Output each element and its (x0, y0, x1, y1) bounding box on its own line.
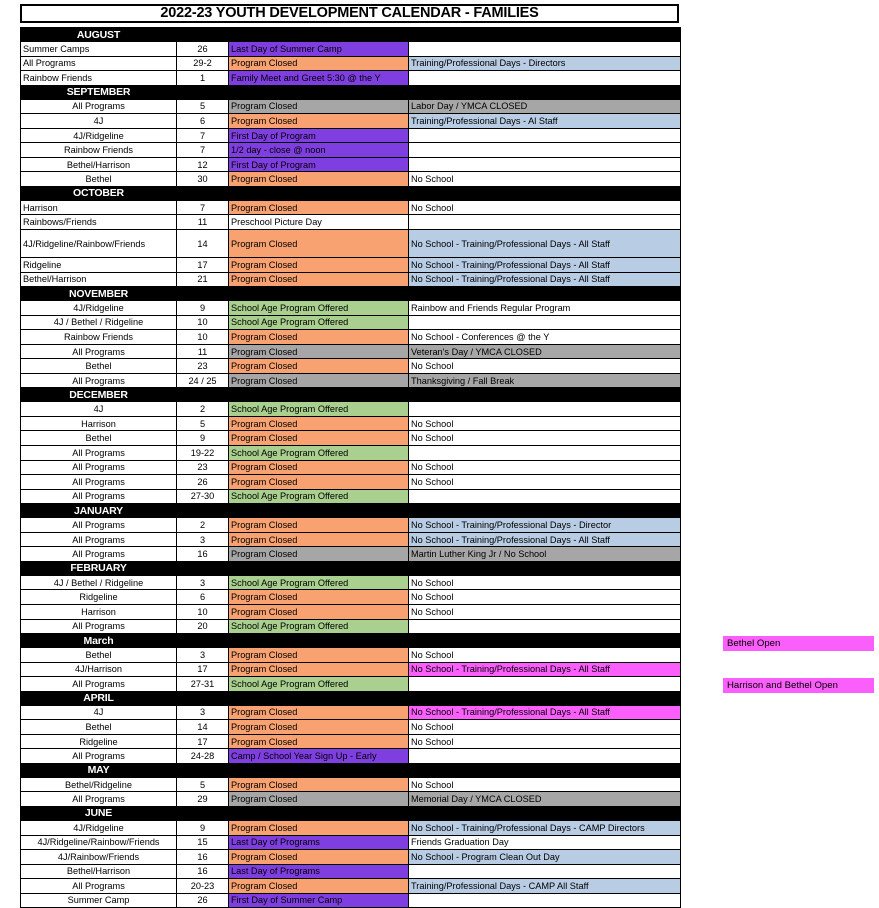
month-header-fill (177, 388, 681, 402)
date-cell: 9 (177, 820, 229, 835)
activity-cell: School Age Program Offered (229, 619, 409, 634)
program-name-cell: All Programs (21, 518, 177, 533)
note-cell: No School (409, 734, 681, 749)
program-name-cell: 4J / Bethel / Ridgeline (21, 575, 177, 590)
calendar-table (20, 27, 681, 908)
activity-cell: Preschool Picture Day (229, 215, 409, 230)
note-cell: No School (409, 200, 681, 215)
month-name: APRIL (21, 691, 177, 705)
note-cell: Friends Graduation Day (409, 835, 681, 850)
calendar-row (21, 431, 681, 446)
month-header-row (21, 763, 681, 777)
program-name-cell: All Programs (21, 373, 177, 388)
program-name-cell: 4J/Rainbow/Friends (21, 850, 177, 865)
activity-cell: Program Closed (229, 662, 409, 677)
date-cell: 9 (177, 431, 229, 446)
date-cell: 23 (177, 460, 229, 475)
activity-cell: School Age Program Offered (229, 446, 409, 461)
note-cell: No School (409, 604, 681, 619)
program-name-cell: Harrison (21, 416, 177, 431)
activity-cell: First Day of Summer Camp (229, 893, 409, 908)
activity-cell: Program Closed (229, 777, 409, 792)
program-name-cell: All Programs (21, 446, 177, 461)
activity-cell: Program Closed (229, 518, 409, 533)
note-cell: No School (409, 475, 681, 490)
date-cell: 1 (177, 71, 229, 86)
month-header-row (21, 634, 681, 648)
program-name-cell: Ridgeline (21, 734, 177, 749)
program-name-cell: All Programs (21, 749, 177, 764)
activity-cell: School Age Program Offered (229, 315, 409, 330)
date-cell: 10 (177, 604, 229, 619)
activity-cell: Program Closed (229, 532, 409, 547)
calendar-row (21, 143, 681, 158)
date-cell: 7 (177, 128, 229, 143)
date-cell: 26 (177, 42, 229, 57)
note-cell (409, 42, 681, 57)
calendar-row (21, 590, 681, 605)
program-name-cell: All Programs (21, 56, 177, 71)
calendar-row (21, 648, 681, 663)
calendar-row (21, 604, 681, 619)
program-name-cell: All Programs (21, 99, 177, 114)
calendar-row (21, 547, 681, 562)
program-name-cell: Bethel/Ridgeline (21, 777, 177, 792)
note-cell (409, 446, 681, 461)
calendar-row (21, 720, 681, 735)
date-cell: 16 (177, 547, 229, 562)
activity-cell: Program Closed (229, 56, 409, 71)
note-cell: No School (409, 460, 681, 475)
calendar-row (21, 879, 681, 894)
activity-cell: Program Closed (229, 604, 409, 619)
program-name-cell: Bethel/Harrison (21, 272, 177, 287)
calendar-row (21, 215, 681, 230)
note-cell: No School - Training/Professional Days - All Staff (409, 230, 681, 258)
note-cell (409, 619, 681, 634)
activity-cell: Program Closed (229, 344, 409, 359)
note-cell: No School - Program Clean Out Day (409, 850, 681, 865)
calendar-row (21, 619, 681, 634)
note-cell: Thanksgiving / Fall Break (409, 373, 681, 388)
calendar-row (21, 301, 681, 316)
activity-cell: School Age Program Offered (229, 301, 409, 316)
note-cell (409, 143, 681, 158)
activity-cell: 1/2 day - close @ noon (229, 143, 409, 158)
note-cell (409, 157, 681, 172)
activity-cell: Program Closed (229, 590, 409, 605)
program-name-cell: 4J (21, 705, 177, 720)
program-name-cell: 4J/Ridgeline (21, 301, 177, 316)
program-name-cell: Summer Camp (21, 893, 177, 908)
legend-bethel-open (723, 636, 874, 651)
month-header-fill (177, 28, 681, 42)
activity-cell: Program Closed (229, 359, 409, 374)
month-header-row (21, 287, 681, 301)
date-cell: 20-23 (177, 879, 229, 894)
note-cell: Training/Professional Days - CAMP All Staff (409, 879, 681, 894)
legend-harrison-bethel-open (723, 678, 874, 693)
program-name-cell: Bethel (21, 648, 177, 663)
activity-cell: Family Meet and Greet 5:30 @ the Y (229, 71, 409, 86)
note-cell: No School (409, 359, 681, 374)
date-cell: 24-28 (177, 749, 229, 764)
calendar-row (21, 705, 681, 720)
month-header-row (21, 561, 681, 575)
date-cell: 17 (177, 734, 229, 749)
note-cell (409, 315, 681, 330)
program-name-cell: Bethel/Harrison (21, 864, 177, 879)
calendar-row (21, 157, 681, 172)
date-cell: 30 (177, 172, 229, 187)
page-title (20, 4, 679, 23)
note-cell: No School (409, 777, 681, 792)
program-name-cell: Rainbows/Friends (21, 215, 177, 230)
calendar-row (21, 71, 681, 86)
activity-cell: Last Day of Programs (229, 864, 409, 879)
calendar-row (21, 460, 681, 475)
date-cell: 27-31 (177, 677, 229, 692)
date-cell: 14 (177, 720, 229, 735)
legend-bethel-open-label: Bethel Open (727, 638, 781, 649)
month-name: NOVEMBER (21, 287, 177, 301)
month-name: March (21, 634, 177, 648)
calendar-row (21, 777, 681, 792)
date-cell: 17 (177, 258, 229, 273)
activity-cell: School Age Program Offered (229, 575, 409, 590)
date-cell: 7 (177, 200, 229, 215)
calendar-row (21, 416, 681, 431)
note-cell: No School (409, 720, 681, 735)
program-name-cell: Ridgeline (21, 258, 177, 273)
calendar-row (21, 258, 681, 273)
calendar-row (21, 518, 681, 533)
date-cell: 27-30 (177, 489, 229, 504)
activity-cell: Program Closed (229, 879, 409, 894)
month-name: MAY (21, 763, 177, 777)
calendar-row (21, 402, 681, 417)
note-cell (409, 677, 681, 692)
date-cell: 10 (177, 330, 229, 345)
activity-cell: Program Closed (229, 114, 409, 129)
program-name-cell: Bethel/Harrison (21, 157, 177, 172)
month-header-row (21, 388, 681, 402)
date-cell: 11 (177, 215, 229, 230)
month-name: AUGUST (21, 28, 177, 42)
activity-cell: Program Closed (229, 172, 409, 187)
activity-cell: Program Closed (229, 720, 409, 735)
note-cell: No School - Conferences @ the Y (409, 330, 681, 345)
activity-cell: Program Closed (229, 475, 409, 490)
program-name-cell: All Programs (21, 460, 177, 475)
calendar-row (21, 677, 681, 692)
date-cell: 15 (177, 835, 229, 850)
program-name-cell: 4J (21, 402, 177, 417)
month-header-fill (177, 85, 681, 99)
activity-cell: Program Closed (229, 373, 409, 388)
calendar-row (21, 99, 681, 114)
activity-cell: Program Closed (229, 258, 409, 273)
calendar-row (21, 114, 681, 129)
note-cell: Labor Day / YMCA CLOSED (409, 99, 681, 114)
note-cell (409, 749, 681, 764)
date-cell: 2 (177, 518, 229, 533)
month-header-row (21, 186, 681, 200)
program-name-cell: Rainbow Friends (21, 143, 177, 158)
month-header-fill (177, 504, 681, 518)
date-cell: 29 (177, 792, 229, 807)
activity-cell: First Day of Program (229, 157, 409, 172)
activity-cell: Program Closed (229, 705, 409, 720)
note-cell: No School - Training/Professional Days - All Staff (409, 705, 681, 720)
date-cell: 6 (177, 590, 229, 605)
activity-cell: School Age Program Offered (229, 402, 409, 417)
program-name-cell: Harrison (21, 604, 177, 619)
date-cell: 16 (177, 850, 229, 865)
program-name-cell: Bethel (21, 172, 177, 187)
calendar-row (21, 850, 681, 865)
legend-harrison-bethel-open-label: Harrison and Bethel Open (727, 680, 838, 691)
date-cell: 23 (177, 359, 229, 374)
calendar-row (21, 373, 681, 388)
calendar-row (21, 315, 681, 330)
note-cell (409, 402, 681, 417)
month-header-row (21, 85, 681, 99)
activity-cell: Program Closed (229, 272, 409, 287)
calendar-row (21, 230, 681, 258)
calendar-row (21, 200, 681, 215)
note-cell: Rainbow and Friends Regular Program (409, 301, 681, 316)
note-cell: No School (409, 431, 681, 446)
note-cell: No School (409, 416, 681, 431)
calendar-row (21, 359, 681, 374)
activity-cell: Program Closed (229, 792, 409, 807)
note-cell: No School - Training/Professional Days - Director (409, 518, 681, 533)
note-cell: Training/Professional Days - Directors (409, 56, 681, 71)
date-cell: 10 (177, 315, 229, 330)
program-name-cell: 4J/Ridgeline/Rainbow/Friends (21, 230, 177, 258)
note-cell: Memorial Day / YMCA CLOSED (409, 792, 681, 807)
date-cell: 3 (177, 648, 229, 663)
date-cell: 26 (177, 475, 229, 490)
program-name-cell: 4J (21, 114, 177, 129)
note-cell (409, 893, 681, 908)
note-cell: No School - Training/Professional Days - All Staff (409, 662, 681, 677)
date-cell: 5 (177, 416, 229, 431)
month-header-fill (177, 806, 681, 820)
program-name-cell: Rainbow Friends (21, 71, 177, 86)
month-name: DECEMBER (21, 388, 177, 402)
date-cell: 7 (177, 143, 229, 158)
activity-cell: Program Closed (229, 230, 409, 258)
date-cell: 6 (177, 114, 229, 129)
activity-cell: First Day of Program (229, 128, 409, 143)
program-name-cell: Bethel (21, 359, 177, 374)
date-cell: 12 (177, 157, 229, 172)
calendar-row (21, 344, 681, 359)
program-name-cell: All Programs (21, 475, 177, 490)
month-name: OCTOBER (21, 186, 177, 200)
month-header-row (21, 28, 681, 42)
activity-cell: Program Closed (229, 850, 409, 865)
date-cell: 14 (177, 230, 229, 258)
date-cell: 17 (177, 662, 229, 677)
month-name: SEPTEMBER (21, 85, 177, 99)
calendar-row (21, 489, 681, 504)
program-name-cell: Harrison (21, 200, 177, 215)
note-cell: Training/Professional Days - Al Staff (409, 114, 681, 129)
month-name: FEBRUARY (21, 561, 177, 575)
calendar-row (21, 42, 681, 57)
program-name-cell: All Programs (21, 792, 177, 807)
date-cell: 3 (177, 575, 229, 590)
month-header-fill (177, 763, 681, 777)
note-cell (409, 128, 681, 143)
activity-cell: Program Closed (229, 820, 409, 835)
activity-cell: Last Day of Programs (229, 835, 409, 850)
program-name-cell: 4J / Bethel / Ridgeline (21, 315, 177, 330)
date-cell: 24 / 25 (177, 373, 229, 388)
note-cell: Martin Luther King Jr / No School (409, 547, 681, 562)
calendar-row (21, 835, 681, 850)
activity-cell: School Age Program Offered (229, 677, 409, 692)
date-cell: 16 (177, 864, 229, 879)
date-cell: 3 (177, 532, 229, 547)
calendar-row (21, 734, 681, 749)
date-cell: 9 (177, 301, 229, 316)
calendar-row (21, 475, 681, 490)
calendar-row (21, 662, 681, 677)
date-cell: 21 (177, 272, 229, 287)
month-header-row (21, 806, 681, 820)
program-name-cell: All Programs (21, 532, 177, 547)
calendar-row (21, 864, 681, 879)
date-cell: 29-2 (177, 56, 229, 71)
activity-cell: Program Closed (229, 99, 409, 114)
activity-cell: School Age Program Offered (229, 489, 409, 504)
program-name-cell: 4J/Ridgeline (21, 128, 177, 143)
activity-cell: Program Closed (229, 734, 409, 749)
calendar-row (21, 128, 681, 143)
date-cell: 2 (177, 402, 229, 417)
month-header-fill (177, 287, 681, 301)
calendar-row (21, 330, 681, 345)
calendar-row (21, 575, 681, 590)
program-name-cell: Bethel (21, 720, 177, 735)
month-header-row (21, 691, 681, 705)
note-cell: No School (409, 172, 681, 187)
program-name-cell: All Programs (21, 677, 177, 692)
note-cell (409, 71, 681, 86)
note-cell: No School - Training/Professional Days - All Staff (409, 272, 681, 287)
month-name: JUNE (21, 806, 177, 820)
month-header-fill (177, 634, 681, 648)
calendar-row (21, 820, 681, 835)
calendar-row (21, 172, 681, 187)
page-title-text: 2022-23 YOUTH DEVELOPMENT CALENDAR - FAMILIES (160, 5, 539, 22)
note-cell: Veteran's Day / YMCA CLOSED (409, 344, 681, 359)
note-cell: No School (409, 575, 681, 590)
calendar-row (21, 749, 681, 764)
note-cell (409, 215, 681, 230)
activity-cell: Program Closed (229, 416, 409, 431)
calendar-row (21, 56, 681, 71)
date-cell: 26 (177, 893, 229, 908)
program-name-cell: All Programs (21, 489, 177, 504)
month-header-row (21, 504, 681, 518)
note-cell: No School - Training/Professional Days - All Staff (409, 532, 681, 547)
calendar-row (21, 893, 681, 908)
month-header-fill (177, 691, 681, 705)
program-name-cell: All Programs (21, 619, 177, 634)
note-cell: No School - Training/Professional Days - CAMP Directors (409, 820, 681, 835)
calendar-row (21, 792, 681, 807)
month-name: JANUARY (21, 504, 177, 518)
note-cell (409, 864, 681, 879)
note-cell: No School (409, 590, 681, 605)
activity-cell: Program Closed (229, 431, 409, 446)
activity-cell: Last Day of Summer Camp (229, 42, 409, 57)
note-cell: No School - Training/Professional Days - All Staff (409, 258, 681, 273)
note-cell: No School (409, 648, 681, 663)
month-header-fill (177, 186, 681, 200)
note-cell (409, 489, 681, 504)
program-name-cell: All Programs (21, 879, 177, 894)
activity-cell: Program Closed (229, 330, 409, 345)
activity-cell: Program Closed (229, 200, 409, 215)
activity-cell: Program Closed (229, 547, 409, 562)
date-cell: 3 (177, 705, 229, 720)
date-cell: 5 (177, 777, 229, 792)
activity-cell: Program Closed (229, 460, 409, 475)
calendar-row (21, 446, 681, 461)
date-cell: 5 (177, 99, 229, 114)
calendar-row (21, 532, 681, 547)
program-name-cell: Ridgeline (21, 590, 177, 605)
month-header-fill (177, 561, 681, 575)
activity-cell: Program Closed (229, 648, 409, 663)
program-name-cell: 4J/Ridgeline (21, 820, 177, 835)
program-name-cell: All Programs (21, 344, 177, 359)
activity-cell: Camp / School Year Sign Up - Early (229, 749, 409, 764)
program-name-cell: Rainbow Friends (21, 330, 177, 345)
program-name-cell: 4J/Ridgeline/Rainbow/Friends (21, 835, 177, 850)
calendar-row (21, 272, 681, 287)
program-name-cell: 4J/Harrison (21, 662, 177, 677)
program-name-cell: Summer Camps (21, 42, 177, 57)
date-cell: 20 (177, 619, 229, 634)
program-name-cell: All Programs (21, 547, 177, 562)
program-name-cell: Bethel (21, 431, 177, 446)
date-cell: 19-22 (177, 446, 229, 461)
date-cell: 11 (177, 344, 229, 359)
